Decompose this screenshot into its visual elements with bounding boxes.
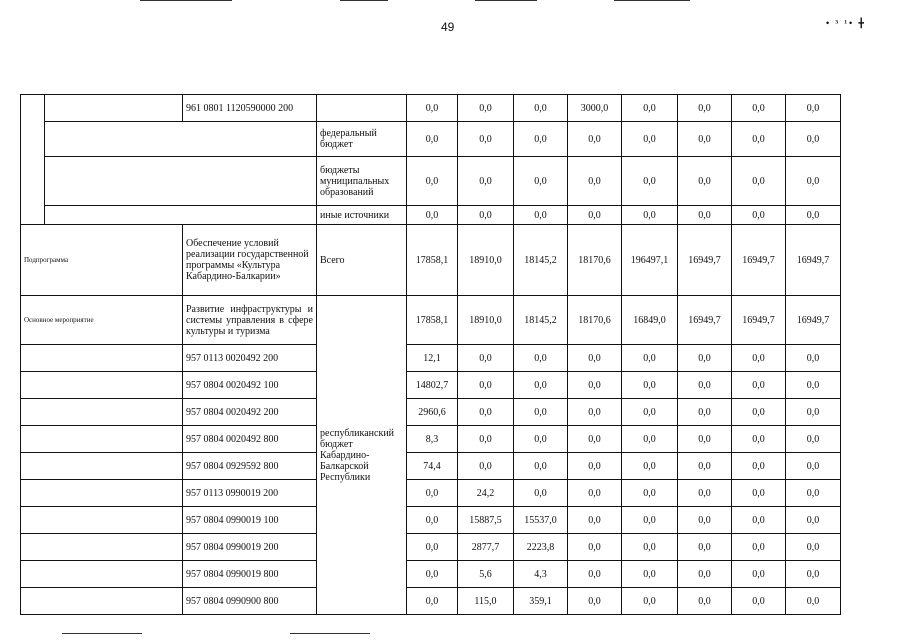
table-row (21, 225, 841, 296)
scan-line-bottom-2 (290, 633, 370, 634)
value-cell: 17858,1 (407, 225, 458, 296)
value-cell: 0,0 (407, 480, 458, 507)
value-cell: 0,0 (678, 95, 732, 122)
budget-code-cell: 957 0804 0990900 800 (183, 588, 317, 615)
value-cell: 18145,2 (514, 296, 568, 345)
value-cell: 0,0 (622, 345, 678, 372)
type-cell (21, 426, 183, 453)
value-cell: 16949,7 (786, 225, 841, 296)
value-cell: 0,0 (622, 561, 678, 588)
value-cell: 0,0 (514, 453, 568, 480)
value-cell: 0,0 (678, 345, 732, 372)
value-cell: 0,0 (732, 507, 786, 534)
budget-code-cell: 957 0804 0929592 800 (183, 453, 317, 480)
value-cell: 24,2 (458, 480, 514, 507)
budget-code-cell: 957 0113 0020492 200 (183, 345, 317, 372)
value-cell: 0,0 (622, 534, 678, 561)
budget-code-cell: 961 0801 1120590000 200 (183, 95, 317, 122)
value-cell: 0,0 (622, 426, 678, 453)
type-cell: Подпрограмма (21, 225, 183, 296)
scan-line-top-3 (475, 0, 537, 1)
value-cell: 0,0 (786, 206, 841, 225)
value-cell: 16949,7 (732, 296, 786, 345)
value-cell: 0,0 (786, 95, 841, 122)
value-cell: 4,3 (514, 561, 568, 588)
value-cell: 0,0 (458, 95, 514, 122)
value-cell: 16949,7 (732, 225, 786, 296)
value-cell: 0,0 (514, 206, 568, 225)
value-cell: 0,0 (514, 95, 568, 122)
type-cell (21, 480, 183, 507)
value-cell: 0,0 (678, 561, 732, 588)
table-row (21, 399, 841, 426)
type-cell (21, 507, 183, 534)
value-cell: 0,0 (678, 206, 732, 225)
table-row (21, 157, 841, 206)
value-cell: 15887,5 (458, 507, 514, 534)
value-cell: 16949,7 (678, 225, 732, 296)
value-cell: 0,0 (786, 480, 841, 507)
value-cell: 0,0 (732, 561, 786, 588)
value-cell: 0,0 (786, 399, 841, 426)
value-cell: 0,0 (786, 507, 841, 534)
value-cell: 0,0 (732, 399, 786, 426)
type-cell (21, 588, 183, 615)
value-cell: 0,0 (786, 426, 841, 453)
value-cell: 0,0 (458, 399, 514, 426)
table-row (21, 426, 841, 453)
value-cell: 0,0 (678, 507, 732, 534)
value-cell: 0,0 (568, 372, 622, 399)
value-cell: 0,0 (622, 157, 678, 206)
value-cell: 74,4 (407, 453, 458, 480)
value-cell: 0,0 (458, 372, 514, 399)
value-cell: 12,1 (407, 345, 458, 372)
value-cell: 0,0 (568, 426, 622, 453)
value-cell: 0,0 (732, 372, 786, 399)
value-cell: 0,0 (568, 157, 622, 206)
value-cell: 2960,6 (407, 399, 458, 426)
value-cell: 0,0 (786, 372, 841, 399)
value-cell: 0,0 (407, 534, 458, 561)
value-cell: 0,0 (568, 345, 622, 372)
value-cell: 0,0 (732, 206, 786, 225)
value-cell: 0,0 (568, 534, 622, 561)
value-cell: 18170,6 (568, 225, 622, 296)
value-cell: 0,0 (732, 426, 786, 453)
value-cell: 0,0 (622, 507, 678, 534)
value-cell: 0,0 (786, 561, 841, 588)
type-cell (21, 534, 183, 561)
budget-code-cell: 957 0804 0990019 100 (183, 507, 317, 534)
value-cell: 0,0 (458, 206, 514, 225)
value-cell: 5,6 (458, 561, 514, 588)
budget-code-cell: 957 0804 0990019 800 (183, 561, 317, 588)
budget-code-cell: 957 0804 0020492 800 (183, 426, 317, 453)
value-cell: 15537,0 (514, 507, 568, 534)
type-cell (45, 95, 183, 122)
value-cell: 0,0 (678, 453, 732, 480)
value-cell: 0,0 (732, 122, 786, 157)
value-cell: 0,0 (568, 399, 622, 426)
value-cell: 196497,1 (622, 225, 678, 296)
value-cell: 0,0 (568, 453, 622, 480)
table-row (21, 95, 841, 122)
value-cell: 0,0 (678, 588, 732, 615)
value-cell: 0,0 (514, 122, 568, 157)
value-cell: 0,0 (514, 426, 568, 453)
corner-marks: • ³ ¹• ╋ (826, 18, 866, 28)
table-row (21, 453, 841, 480)
value-cell: 18910,0 (458, 225, 514, 296)
type-cell (21, 453, 183, 480)
value-cell: 0,0 (568, 480, 622, 507)
table-row (21, 588, 841, 615)
source-cell: бюджеты муниципальных образований (317, 157, 407, 206)
value-cell: 0,0 (678, 122, 732, 157)
value-cell: 0,0 (514, 157, 568, 206)
value-cell: 0,0 (732, 588, 786, 615)
value-cell: 0,0 (568, 122, 622, 157)
value-cell: 0,0 (622, 588, 678, 615)
type-cell (21, 345, 183, 372)
value-cell: 0,0 (678, 399, 732, 426)
value-cell: 18145,2 (514, 225, 568, 296)
value-cell: 0,0 (458, 157, 514, 206)
value-cell: 0,0 (786, 122, 841, 157)
value-cell: 0,0 (622, 399, 678, 426)
value-cell: 18910,0 (458, 296, 514, 345)
name-cell: Развитие инфраструктуры и системы управления в сфере культуры и туризма (183, 296, 317, 345)
value-cell: 359,1 (514, 588, 568, 615)
table-row (21, 206, 841, 225)
value-cell: 8,3 (407, 426, 458, 453)
value-cell: 0,0 (732, 345, 786, 372)
value-cell: 0,0 (514, 372, 568, 399)
value-cell: 18170,6 (568, 296, 622, 345)
table-row (21, 480, 841, 507)
value-cell: 0,0 (458, 122, 514, 157)
value-cell: 0,0 (407, 206, 458, 225)
merged-cell (45, 122, 317, 157)
value-cell: 0,0 (458, 345, 514, 372)
value-cell: 16949,7 (786, 296, 841, 345)
left-margin-cell (21, 95, 45, 225)
budget-code-cell: 957 0804 0990019 200 (183, 534, 317, 561)
value-cell: 0,0 (732, 95, 786, 122)
value-cell: 16949,7 (678, 296, 732, 345)
type-cell: Основное мероприятие (21, 296, 183, 345)
source-cell: иные источники (317, 206, 407, 225)
budget-code-cell: 957 0804 0020492 100 (183, 372, 317, 399)
value-cell: 0,0 (568, 588, 622, 615)
value-cell: 0,0 (458, 453, 514, 480)
value-cell: 14802,7 (407, 372, 458, 399)
table-row (21, 345, 841, 372)
value-cell: 0,0 (732, 480, 786, 507)
value-cell: 0,0 (786, 345, 841, 372)
value-cell: 0,0 (678, 534, 732, 561)
value-cell: 0,0 (514, 345, 568, 372)
table-row (21, 507, 841, 534)
value-cell: 0,0 (514, 399, 568, 426)
table-row (21, 296, 841, 345)
value-cell: 3000,0 (568, 95, 622, 122)
table-row (21, 561, 841, 588)
table-row (21, 122, 841, 157)
value-cell: 0,0 (678, 426, 732, 453)
value-cell: 0,0 (407, 588, 458, 615)
source-cell: Всего (317, 225, 407, 296)
value-cell: 0,0 (786, 453, 841, 480)
value-cell: 0,0 (568, 561, 622, 588)
value-cell: 2223,8 (514, 534, 568, 561)
value-cell: 0,0 (786, 534, 841, 561)
value-cell: 0,0 (407, 122, 458, 157)
value-cell: 16849,0 (622, 296, 678, 345)
merged-cell (45, 157, 317, 206)
source-cell: республиканский бюджет Кабардино-Балкарской Республики (317, 296, 407, 615)
type-cell (21, 561, 183, 588)
table-row (21, 372, 841, 399)
budget-code-cell: 957 0113 0990019 200 (183, 480, 317, 507)
value-cell: 115,0 (458, 588, 514, 615)
budget-code-cell: 957 0804 0020492 200 (183, 399, 317, 426)
value-cell: 0,0 (568, 507, 622, 534)
scan-line-top-4 (614, 0, 690, 1)
page-number: 49 (441, 20, 455, 34)
value-cell: 17858,1 (407, 296, 458, 345)
table-row (21, 534, 841, 561)
merged-cell (45, 206, 317, 225)
value-cell: 0,0 (732, 534, 786, 561)
scan-line-top-2 (340, 0, 388, 1)
source-cell: федеральный бюджет (317, 122, 407, 157)
value-cell: 0,0 (678, 480, 732, 507)
value-cell: 0,0 (622, 95, 678, 122)
value-cell: 0,0 (407, 561, 458, 588)
value-cell: 0,0 (678, 157, 732, 206)
source-cell (317, 95, 407, 122)
scan-line-top-1 (140, 0, 232, 1)
value-cell: 0,0 (786, 588, 841, 615)
value-cell: 0,0 (622, 453, 678, 480)
value-cell: 0,0 (622, 372, 678, 399)
value-cell: 0,0 (514, 480, 568, 507)
value-cell: 0,0 (786, 157, 841, 206)
value-cell: 0,0 (678, 372, 732, 399)
value-cell: 0,0 (732, 453, 786, 480)
budget-table (20, 94, 841, 615)
value-cell: 0,0 (568, 206, 622, 225)
type-cell (21, 372, 183, 399)
name-cell: Обеспечение условий реализации государственной программы «Культура Кабардино-Балкарии» (183, 225, 317, 296)
scan-line-bottom-1 (62, 633, 142, 634)
type-cell (21, 399, 183, 426)
value-cell: 0,0 (622, 480, 678, 507)
value-cell: 0,0 (458, 426, 514, 453)
value-cell: 0,0 (622, 206, 678, 225)
value-cell: 0,0 (622, 122, 678, 157)
value-cell: 2877,7 (458, 534, 514, 561)
value-cell: 0,0 (407, 507, 458, 534)
value-cell: 0,0 (407, 95, 458, 122)
value-cell: 0,0 (407, 157, 458, 206)
value-cell: 0,0 (732, 157, 786, 206)
